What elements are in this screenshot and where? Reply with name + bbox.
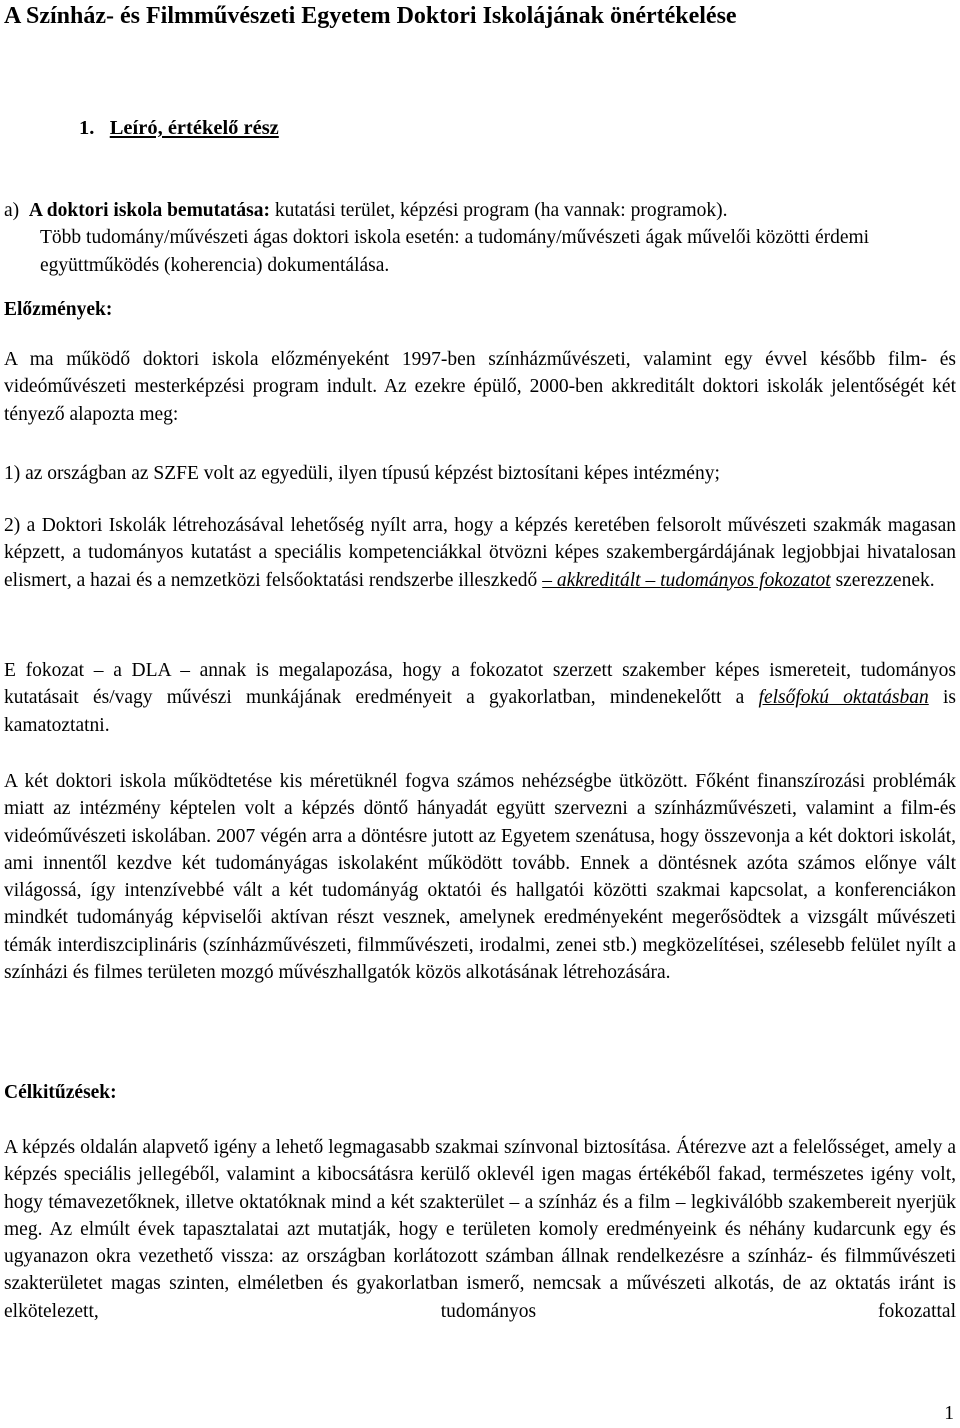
- paragraph-celkituzesek: A képzés oldalán alapvető igény a lehető legmagasabb szakmai színvonal biztosítása. Átérezve azt a felelősséget, amely a képzés speciális jellegéből, valamint a kibocsátásra kerülő oklevél igen magas értékéből fakad, természetes igény volt, hogy témavezetőknek, illetve oktatóknak mind a két szakterület – a színház és a film – legkiválóbb szakembereit nyerjük meg. Az elmúlt évek tapasztalatai azt mutatják, hogy e területen komoly eredményeink és néhány kudarcunk egy és ugyanazon okra vezethető vissza: az országban korlátozott számban állnak rendelkezésre a színház- és filmművészeti szakterületet magas szinten, elméletben és gyakorlatban ismerő, nemcsak a művészeti alkotás, de az oktatás iránt is elkötelezett, tudományos fokozattal: [4, 1137, 956, 1322]
- intro-marker: a): [4, 200, 20, 221]
- p3-emphasis: – akkreditált – tudományos fokozatot: [542, 569, 831, 591]
- paragraph-dla: [4, 657, 956, 739]
- paragraph-elozmenyek: A ma működő doktori iskola előzményeként 1997-ben színházművészeti, valamint egy évvel később film- és videóművészeti mesterképzési program indult. Az ezekre épülő, 2000-ben akkreditált doktori iskolák jelentőségét két tényező alapozta meg:: [4, 349, 956, 425]
- section-number: 1.: [79, 117, 95, 139]
- heading-elozmenyek: Előzmények:: [4, 299, 113, 320]
- paragraph-point-2: [4, 512, 956, 594]
- paragraph-osszevonas: A két doktori iskola működtetése kis méretüknél fogva számos nehézségbe ütközött. Főként finanszírozási problémák miatt az intézmény képtelen volt a képzés döntő hányadát együtt szervezni a színházművészeti, valamint a film-és videóművészeti iskolában. 2007 végén arra a döntésre jutott az Egyetem szenátusa, hogy összevonja a két doktori iskolát, ami innentől kezdve két tudományágas iskolaként működött tovább. Ennek a döntésnek azóta számos előnye vált világossá, így intenzívebbé vált a két tudományág oktatói és hallgatói közötti szakmai kapcsolat, a konferenciákon mindkét tudományág képviselői aktívan részt vesznek, amelynek eredményeként megerősödtek a vizsgált művészeti témák interdiszciplináris (színházművészeti, filmművészeti, irodalmi, zenei stb.) megközelítései, szélesebb felület nyílt a színházi és filmes területen mozgó művészhallgatók közös alkotásának létrehozására.: [4, 771, 956, 984]
- page-number: 1: [944, 1403, 954, 1424]
- paragraph-point-1: 1) az országban az SZFE volt az egyedüli, ilyen típusú képzést biztosítani képes intézmény;: [4, 463, 720, 484]
- document-title: A Színház- és Filmművészeti Egyetem Doktori Iskolájának önértékelése: [4, 3, 737, 29]
- section-label: Leíró, értékelő rész: [109, 117, 279, 139]
- intro-bold: A doktori iskola bemutatása:: [28, 200, 270, 221]
- section-heading: [79, 115, 279, 141]
- p3-text-before: 2) a Doktori Iskolák létrehozásával lehetőség nyílt arra, hogy a képzés keretében felsorolt művészeti szakmák magasan képzett, a tudományos kutatást a speciális kompetenciákkal ötvözni képes szakembergárdájának legjobbjai hivatalosan elismert, a hazai és a nemzetközi felsőoktatási rendszerbe illeszkedő: [4, 515, 956, 591]
- p4-text-before: E fokozat – a DLA – annak is megalapozása, hogy a fokozatot szerzett szakember képes ismereteit, tudományos kutatásait és/vagy művészi munkájának eredményeit a gyakorlatban, mindenekelőtt a: [4, 660, 956, 709]
- intro-text-1: kutatási terület, képzési program (ha vannak: programok).: [269, 200, 728, 221]
- p3-text-after: szerezzenek.: [830, 569, 935, 591]
- p4-emphasis: felsőfokú oktatásban: [758, 687, 929, 709]
- intro-item-a: [4, 197, 950, 279]
- p4-text-after: is kamatoztatni.: [4, 687, 957, 736]
- intro-text-2: Több tudomány/művészeti ágas doktori iskola esetén: a tudomány/művészeti ágak művelői közötti érdemi együttműködés (koherencia) dokumentálása.: [40, 227, 870, 276]
- heading-celkituzesek: Célkitűzések:: [4, 1082, 117, 1103]
